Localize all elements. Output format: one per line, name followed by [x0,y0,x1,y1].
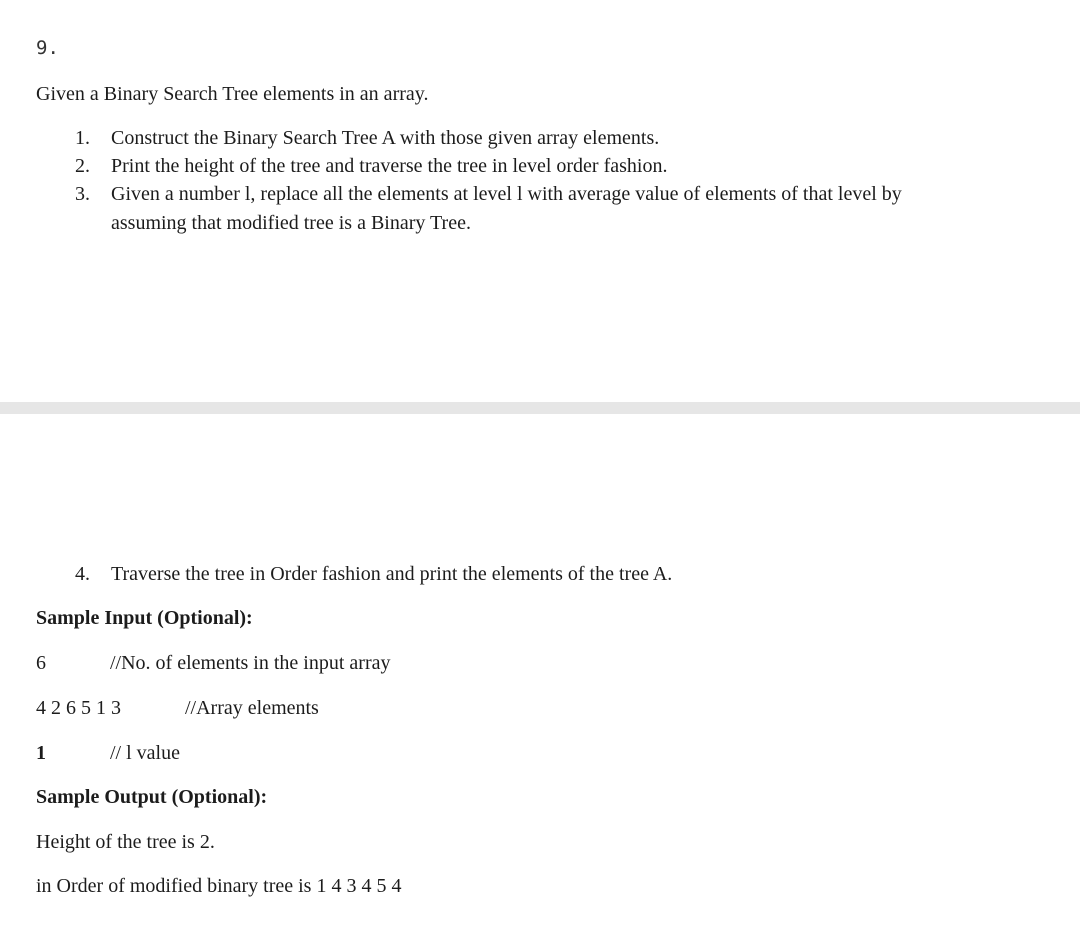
task-text: Given a number l, replace all the elements at level l with average value of elements of that level by [111,183,902,205]
task-number: 1. [75,127,90,149]
task-number: 3. [75,183,90,205]
input-comment: // l value [110,742,180,764]
task-text: Traverse the tree in Order fashion and print the elements of the tree A. [111,563,673,585]
output-line: in Order of modified binary tree is 1 4 3 4 5 4 [36,875,402,897]
input-value: 1 [36,742,46,764]
input-comment: //No. of elements in the input array [110,652,391,674]
input-comment: //Array elements [185,697,319,719]
task-number: 4. [75,563,90,585]
output-line: Height of the tree is 2. [36,831,215,853]
question-number: 9. [36,37,59,59]
task-text: Print the height of the tree and traverse the tree in level order fashion. [111,155,668,177]
sample-output-heading: Sample Output (Optional): [36,786,268,808]
task-number: 2. [75,155,90,177]
input-value: 6 [36,652,46,674]
task-text: Construct the Binary Search Tree A with those given array elements. [111,127,660,149]
task-text-continued: assuming that modified tree is a Binary Tree. [111,212,471,234]
input-value: 4 2 6 5 1 3 [36,697,121,719]
question-intro: Given a Binary Search Tree elements in an array. [36,83,429,105]
page-break-divider [0,402,1080,414]
sample-input-heading: Sample Input (Optional): [36,607,253,629]
